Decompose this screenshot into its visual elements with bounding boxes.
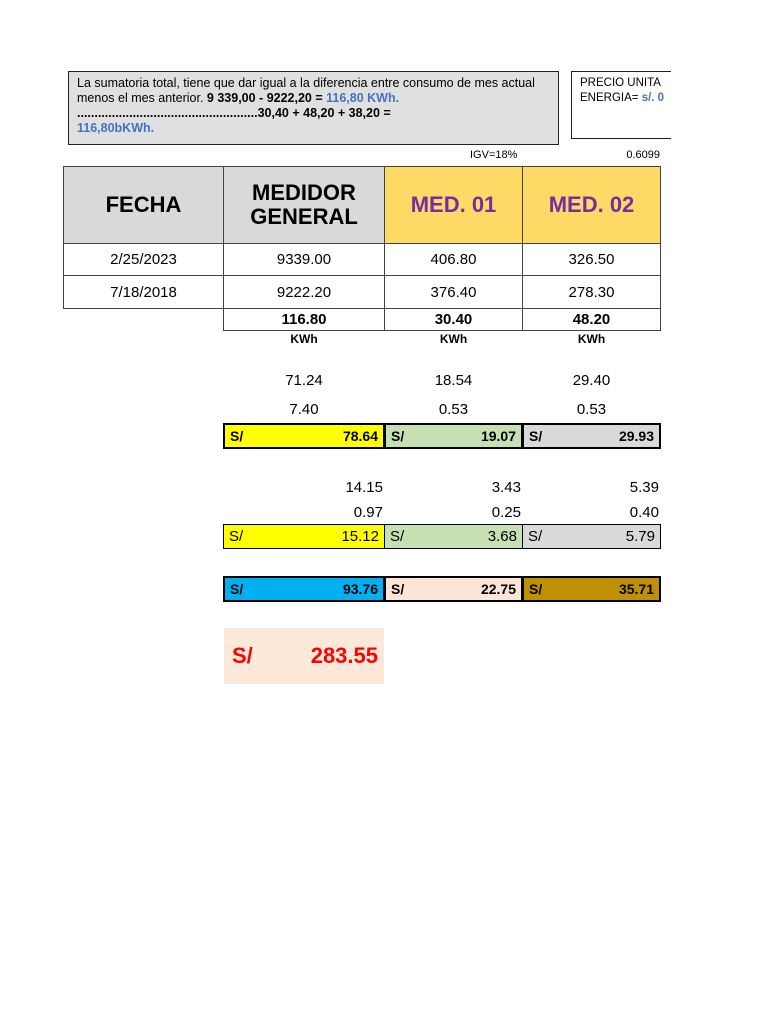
- tax-extra-med01: 0.25: [491, 504, 521, 521]
- row-1-med02: 326.50: [522, 243, 661, 276]
- subtotal1-general-value: 78.64: [342, 428, 378, 444]
- tax-med01: 3.43: [491, 479, 521, 496]
- unit-med02: KWh: [577, 332, 606, 346]
- row-2-fecha: 7/18/2018: [63, 275, 224, 309]
- unit-price-box: [571, 71, 671, 139]
- tax-extra-general: 0.97: [353, 504, 383, 521]
- subtotal2-general-value: 15.12: [341, 528, 379, 545]
- tax-extra-med02: 0.40: [629, 504, 659, 521]
- subtotal2-general: [223, 524, 385, 549]
- energy-general: 71.24: [285, 372, 323, 389]
- row-2-med01: 376.40: [384, 275, 523, 309]
- row-1-med01: 406.80: [384, 243, 523, 276]
- currency-label: S/: [230, 581, 244, 597]
- price-energy-value: s/. 0: [641, 92, 665, 104]
- diff-med01: 30.40: [384, 308, 523, 331]
- subtotal2-med01: [384, 524, 523, 549]
- subtotal2-med01-value: 3.68: [487, 528, 517, 545]
- grand-total: [224, 628, 384, 684]
- header-fecha: FECHA: [63, 166, 224, 244]
- energy-extra-med02: 0.53: [576, 401, 607, 418]
- row-2-med02: 278.30: [522, 275, 661, 309]
- subtotal2-med02: [522, 524, 661, 549]
- grand-total-currency: S/: [232, 643, 253, 668]
- note-result-2: 116,80bKWh.: [77, 121, 155, 135]
- diff-general: 116.80: [223, 308, 385, 331]
- currency-label: S/: [391, 581, 405, 597]
- total-med02: [522, 576, 661, 602]
- igv-label: IGV=18%: [470, 149, 518, 161]
- row-1-fecha: 2/25/2023: [63, 243, 224, 276]
- row-2-general: 9222.20: [223, 275, 385, 309]
- subtotal1-med02-value: 29.93: [618, 428, 654, 444]
- subtotal1-med01: [384, 423, 523, 449]
- subtotal1-med01-value: 19.07: [480, 428, 516, 444]
- energy-med02: 29.40: [572, 372, 611, 389]
- tax-med02: 5.39: [629, 479, 659, 496]
- price-label: PRECIO UNITA: [580, 77, 661, 89]
- header-medidor-general: MEDIDOR GENERAL: [223, 166, 385, 244]
- header-med-01: MED. 01: [384, 166, 523, 244]
- total-med01-value: 22.75: [480, 581, 516, 597]
- grand-total-value: 283.55: [310, 643, 378, 668]
- total-general-value: 93.76: [342, 581, 378, 597]
- currency-label: S/: [529, 581, 543, 597]
- total-med01: [384, 576, 523, 602]
- currency-label: S/: [230, 428, 244, 444]
- row-1-general: 9339.00: [223, 243, 385, 276]
- note-result: 116,80 KWh.: [326, 91, 400, 105]
- currency-label: S/: [390, 528, 405, 545]
- note-dots: ....................................................30,40 + 48,20 + 38,20 =: [77, 106, 391, 120]
- subtotal1-med02: [522, 423, 661, 449]
- note-formula: 9 339,00 - 9222,20 =: [206, 91, 327, 105]
- energy-extra-med01: 0.53: [438, 401, 469, 418]
- currency-label: S/: [391, 428, 405, 444]
- currency-label: S/: [529, 428, 543, 444]
- tax-general: 14.15: [345, 479, 383, 496]
- note-text: La sumatoria total, tiene que dar igual a la diferencia entre consumo de mes actual menos el mes anterior.: [77, 76, 535, 105]
- price-energy-label: ENERGIA=: [580, 92, 642, 104]
- subtotal1-general: [223, 423, 385, 449]
- diff-med02: 48.20: [522, 308, 661, 331]
- energy-med01: 18.54: [434, 372, 473, 389]
- unit-price-value: 0.6099: [626, 149, 660, 161]
- instruction-note: [68, 71, 559, 145]
- unit-med01: KWh: [439, 332, 468, 346]
- total-med02-value: 35.71: [618, 581, 654, 597]
- unit-general: KWh: [290, 332, 318, 346]
- currency-label: S/: [528, 528, 543, 545]
- currency-label: S/: [229, 528, 244, 545]
- energy-extra-general: 7.40: [289, 401, 319, 418]
- subtotal2-med02-value: 5.79: [625, 528, 655, 545]
- total-general: [223, 576, 385, 602]
- header-med-02: MED. 02: [522, 166, 661, 244]
